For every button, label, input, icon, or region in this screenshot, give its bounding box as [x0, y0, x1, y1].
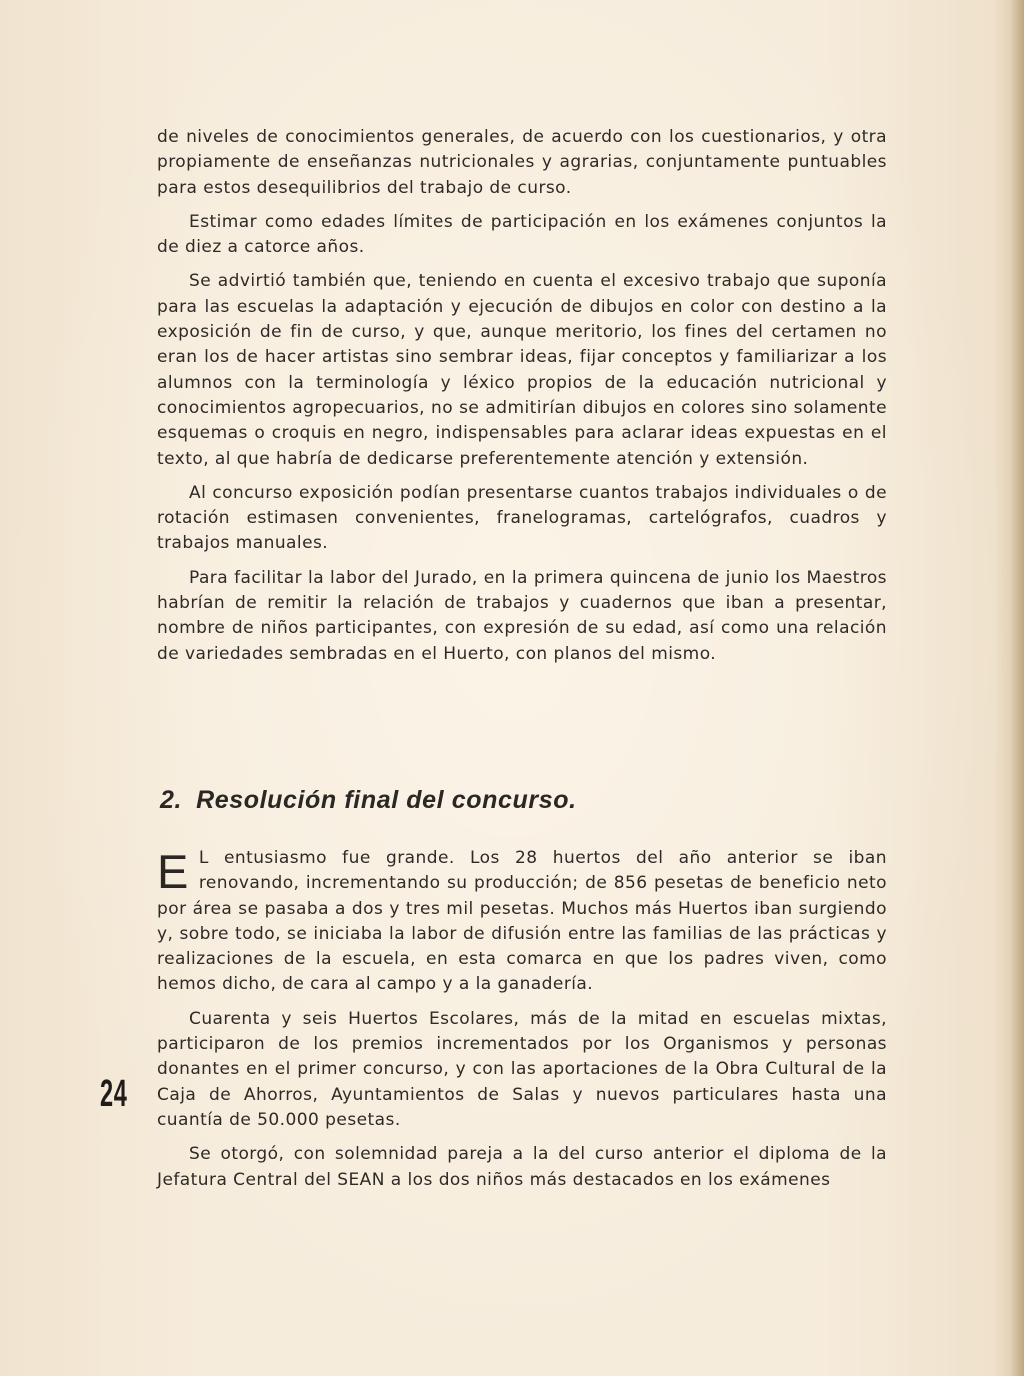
paragraph-continuation: de niveles de conocimientos generales, de acuerdo con los cuestionarios, y otra propiamente de enseñanzas nutricionales y agrarias, conjuntamente puntuables para estos desequilibrios del trabajo de curso.	[157, 127, 887, 198]
section-number: 2.	[160, 786, 183, 814]
top-text-block	[157, 125, 887, 676]
paragraph-age-limits: Estimar como edades límites de participación en los exámenes conjuntos la de diez a catorce años.	[157, 211, 887, 258]
paragraph-drawings-rule: Se advirtió también que, teniendo en cuenta el excesivo trabajo que suponía para las escuelas la adaptación y ejecución de dibujos en color con destino a la exposición de fin de curso, y que, aunque meritorio, los fines del certamen no eran los de hacer artistas sino sembrar ideas, fijar conceptos y familiarizar a los alumnos con la terminología y léxico propios de la educación nutricional y conocimientos agropecuarios, no se admitirían dibujos en colores sino solamente esquemas o croquis en negro, indispensables para aclarar ideas expuestas en el texto, al que habría de dedicarse preferentemente atención y extensión.	[157, 271, 887, 469]
section-title: Resolución final del concurso.	[196, 786, 577, 814]
paragraph-exhibition-works: Al concurso exposición podían presentarse cuantos trabajos individuales o de rotación estimasen convenientes, franelogramas, cartelógrafos, cuadros y trabajos manuales.	[157, 482, 887, 554]
paragraph-prizes: Cuarenta y seis Huertos Escolares, más de la mitad en escuelas mixtas, participaron de los premios incrementados por los Organismos y personas donantes en el primer concurso, y con las aportaciones de la Obra Cultural de la Caja de Ahorros, Ayuntamientos de Salas y nuevos particulares hasta una cuantía de 50.000 pesetas.	[157, 1008, 887, 1130]
paragraph-diploma: Se otorgó, con solemnidad pareja a la del curso anterior el diploma de la Jefatura Central del SEAN a los dos niños más destacados en los exámenes	[157, 1144, 887, 1190]
section-heading	[160, 786, 577, 815]
drop-cap: E	[157, 845, 189, 898]
bottom-text-block	[157, 846, 887, 1202]
paragraph-jury-submission: Para facilitar la labor del Jurado, en la primera quincena de junio los Maestros habrían de remitir la relación de trabajos y cuadernos que iban a presentar, nombre de niños participantes, con expresión de su edad, así como una relación de variedades sembradas en el Huerto, con planos del mismo.	[157, 567, 887, 664]
page-edge-shadow	[1010, 0, 1024, 1376]
paragraph-enthusiasm-text: L entusiasmo fue grande. Los 28 huertos del año anterior se iban renovando, incrementando su producción; de 856 pesetas de beneficio neto por área se pasaba a dos y tres mil pesetas. Muchos más Huertos iban surgiendo y, sobre todo, se iniciaba la labor de difusión entre las familias de las prácticas y realizaciones de la escuela, en esta comarca en que los padres viven, como hemos dicho, de cara al campo y a la ganadería.	[157, 848, 887, 995]
paragraph-enthusiasm	[157, 846, 887, 998]
page-number: 24	[100, 1073, 128, 1115]
